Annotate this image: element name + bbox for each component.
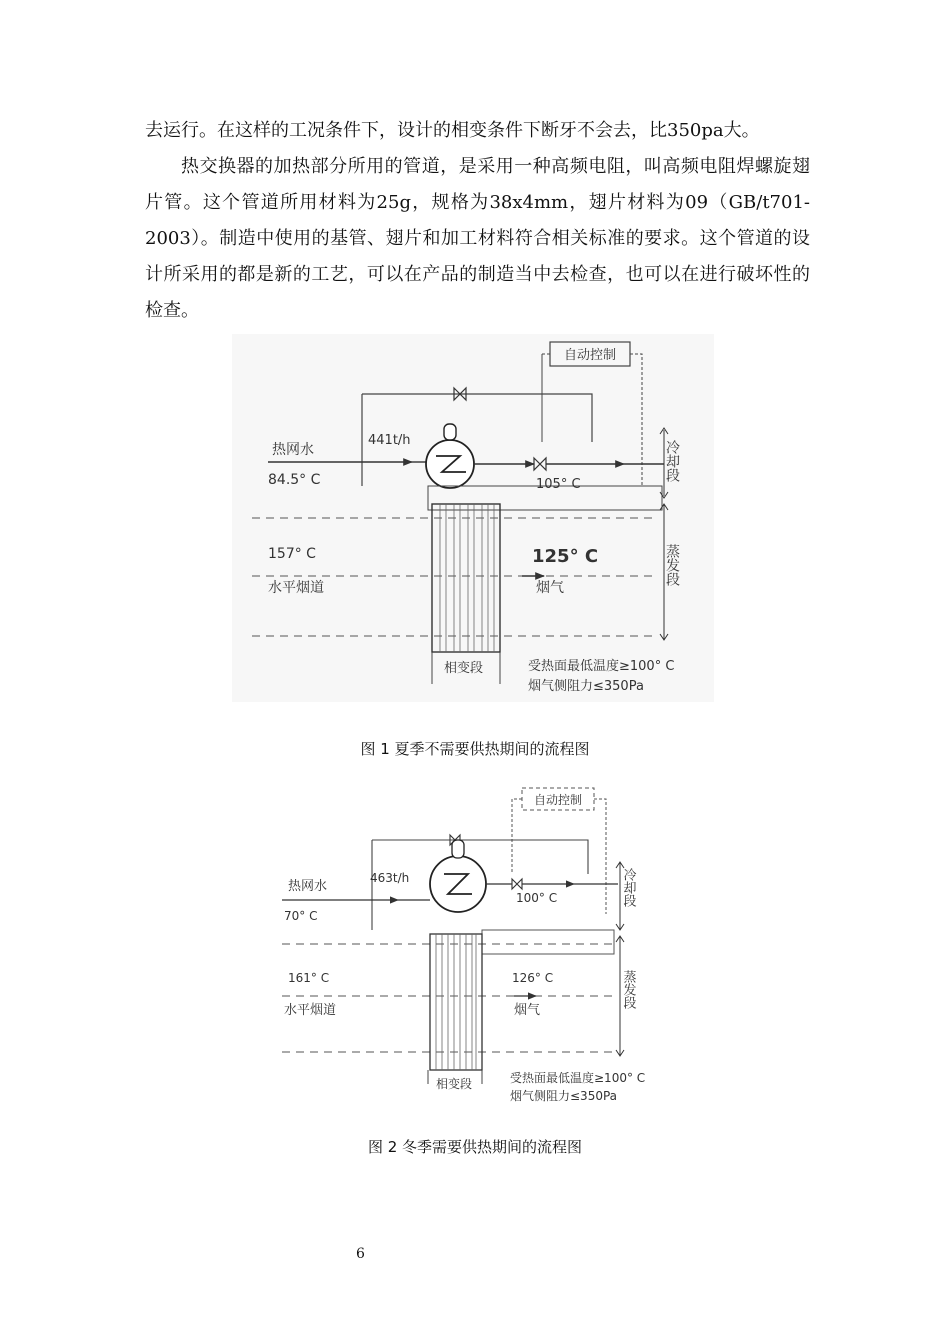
- figure-2-caption: 图 2 冬季需要供热期间的流程图: [367, 1138, 583, 1156]
- paragraph-2: 热交换器的加热部分所用的管道，是采用一种高频电阻，叫高频电阻焊螺旋翅片管。这个管道所用材料为25g，规格为38x4mm，翅片材料为09（GB/t701-2003）。制造中使用的基管、翅片和加工材料符合相关标准的要求。这个管道的设计所采用的都是新的工艺，可以在产品的制造当中去检查，也可以在进行破坏性的检查。: [145, 156, 810, 321]
- figure-1: [232, 334, 714, 702]
- outlet-temp-label: 100° C: [516, 891, 558, 905]
- note-1: 受热面最低温度≥100° C: [510, 1071, 646, 1085]
- figure-2: [278, 784, 680, 1108]
- inlet-temp-label: 70° C: [284, 909, 318, 923]
- cooling-section-label: 冷却段: [620, 868, 636, 907]
- flue-inlet-temp-label: 161° C: [288, 971, 330, 985]
- evaporation-section-label: 蒸发段: [620, 970, 636, 1009]
- inlet-temp-label: 84.5° C: [268, 472, 321, 488]
- flue-outlet-temp-label: 125° C: [532, 546, 599, 567]
- outlet-temp-label: 105° C: [536, 477, 581, 492]
- note-2: 烟气侧阻力≤350Pa: [528, 679, 644, 694]
- figure-2-diagram: [278, 784, 680, 1108]
- flue-gas-label: 烟气: [536, 580, 564, 596]
- auto-control-label: 自动控制: [533, 793, 583, 807]
- figure-1-diagram: [232, 334, 714, 702]
- outlet-valve-icon: [512, 879, 522, 889]
- flue-outlet-temp-label: 126° C: [512, 971, 554, 985]
- phase-change-section-label: 相变段: [444, 661, 484, 676]
- auto-control-label: 自动控制: [563, 348, 617, 363]
- note-1: 受热面最低温度≥100° C: [528, 659, 675, 674]
- horizontal-flue-label: 水平烟道: [284, 1003, 337, 1018]
- paragraph-1: 去运行。在这样的工况条件下，设计的相变条件下断牙不会去，比350pa大。: [145, 120, 760, 141]
- horizontal-flue-label: 水平烟道: [268, 580, 324, 596]
- flue-inlet-temp-label: 157° C: [268, 546, 316, 562]
- figure-1-caption: 图 1 夏季不需要供热期间的流程图: [360, 740, 590, 758]
- hot-water-label: 热网水: [288, 879, 328, 894]
- evaporation-section-label: 蒸发段: [664, 544, 680, 586]
- note-2: 烟气侧阻力≤350Pa: [510, 1089, 618, 1103]
- flow-label: 463t/h: [370, 871, 410, 885]
- flow-label: 441t/h: [368, 433, 411, 448]
- flue-gas-label: 烟气: [514, 1003, 541, 1018]
- page-number: 6: [356, 1246, 365, 1262]
- phase-change-section-label: 相变段: [436, 1077, 473, 1091]
- hot-water-label: 热网水: [272, 442, 314, 458]
- tube-bank: [430, 934, 482, 1070]
- cooling-section-label: 冷却段: [664, 440, 680, 482]
